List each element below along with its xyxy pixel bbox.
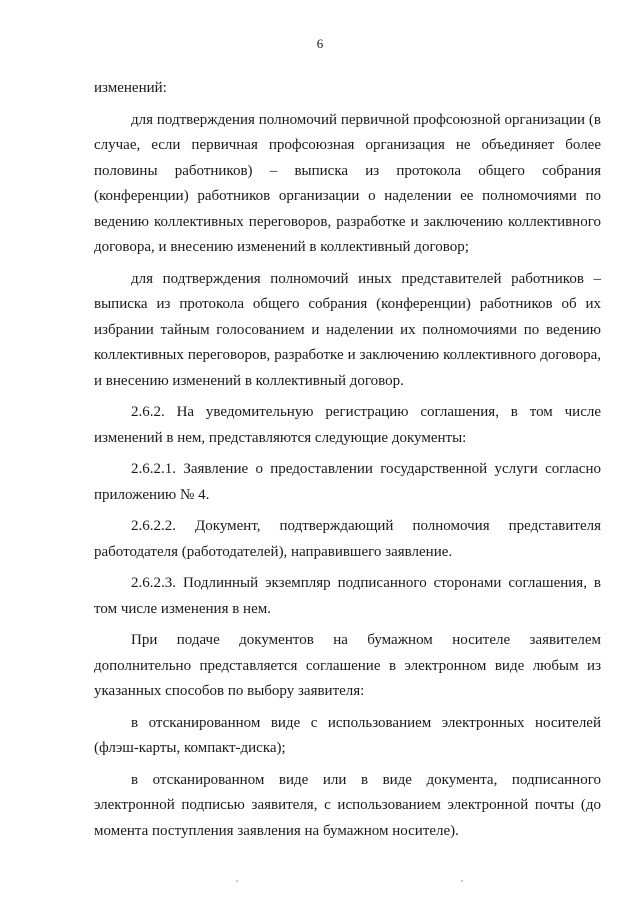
paragraph-scanned-email: в отсканированном виде или в виде документа, подписанного электронной подписью заявителя, с использованием электронной почты (до момента поступления заявления на бумажном носителе). — [94, 771, 601, 839]
paragraph-other-representatives: для подтверждения полномочий иных представителей работников – выписка из протокола общего собрания (конференции) работников об их избрании тайным голосованием и наделении их полномочиями по ведению коллективных переговоров, разработке и заключению коллективного договора, и внесению изменений в коллективный договор. — [94, 270, 601, 389]
paragraph-union-authority: для подтверждения полномочий первичной профсоюзной организации (в случае, если первичная профсоюзная организация не объединяет более половины работников) – выписка из протокола общего собрания (конференции) работников организации о наделении ее полномочиями по ведению коллективных переговоров, разработке и заключению коллективного договора, и внесению изменений в коллективный договор; — [94, 111, 601, 255]
paragraph-2-6-2-1: 2.6.2.1. Заявление о предоставлении государственной услуги согласно приложению № 4. — [94, 461, 601, 503]
scan-speck — [236, 880, 238, 882]
paragraph-electronic-submission: При подаче документов на бумажном носителе заявителем дополнительно представляется соглашение в электронном виде любым из указанных способов по выбору заявителя: — [94, 632, 601, 699]
paragraph-2-6-2-3: 2.6.2.3. Подлинный экземпляр подписанного сторонами соглашения, в том числе изменения в нем. — [94, 575, 601, 617]
page-number: 6 — [316, 36, 324, 51]
scan-speck — [461, 880, 463, 882]
paragraph-2-6-2-2: 2.6.2.2. Документ, подтверждающий полномочия представителя работодателя (работодателей), направившего заявление. — [94, 518, 601, 560]
document-body — [94, 76, 601, 850]
paragraph-continuation: изменений: — [94, 80, 167, 96]
paragraph-scanned-media: в отсканированном виде с использованием электронных носителей (флэш-карты, компакт-диска); — [94, 714, 601, 756]
paragraph-2-6-2: 2.6.2. На уведомительную регистрацию соглашения, в том числе изменений в нем, представляются следующие документы: — [94, 404, 601, 446]
